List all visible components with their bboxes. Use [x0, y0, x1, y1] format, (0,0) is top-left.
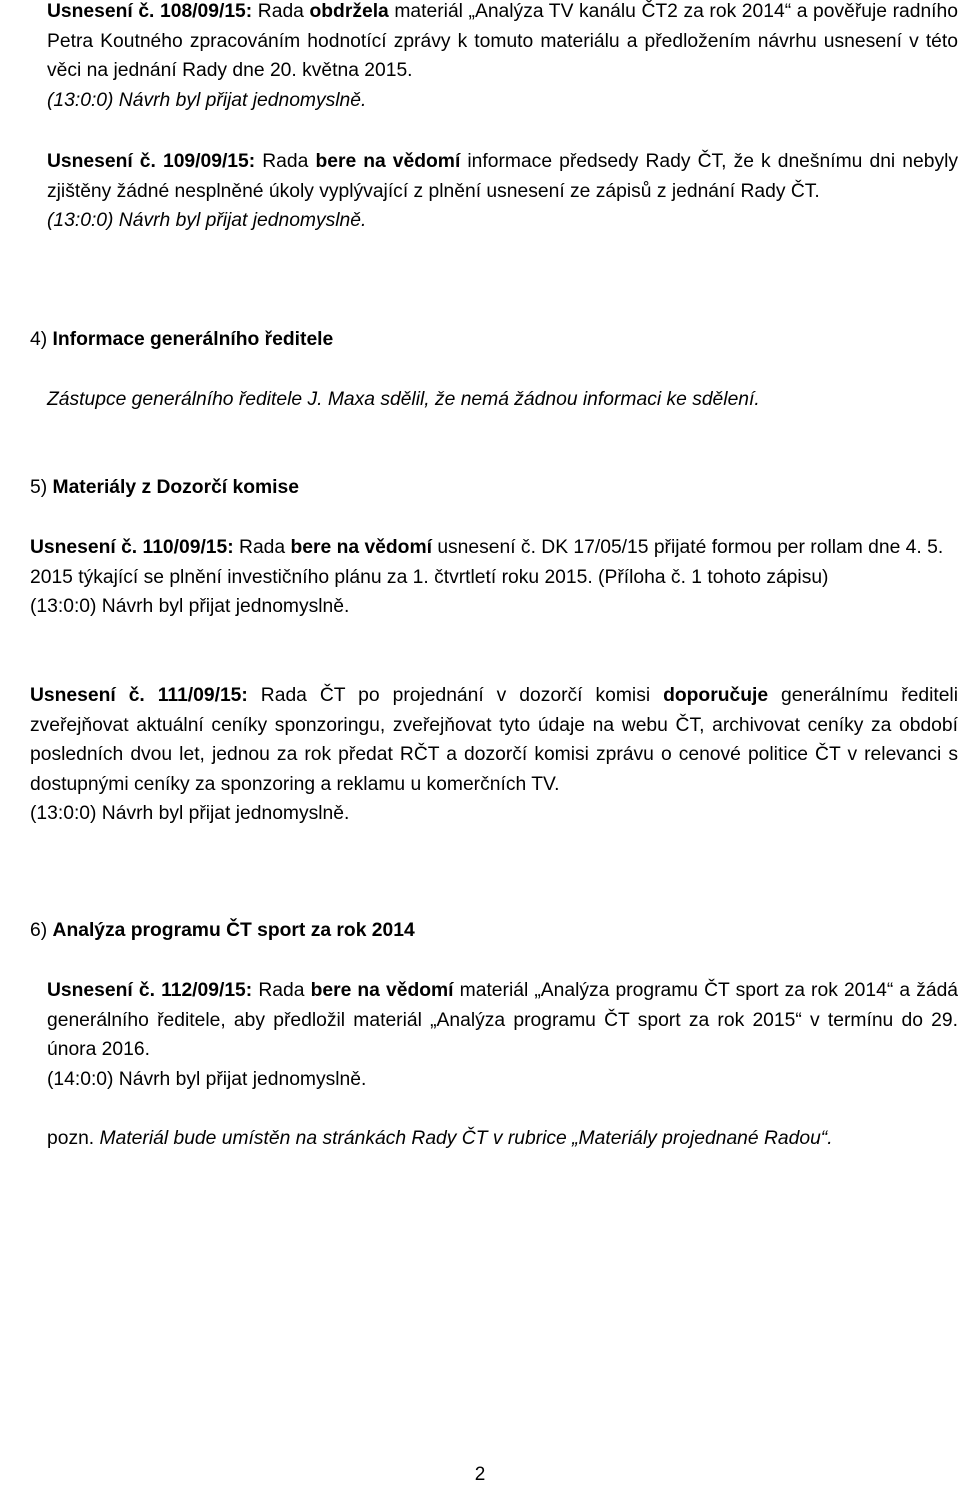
section-title: Materiály z Dozorčí komise — [52, 477, 299, 498]
section-number: 6) — [30, 920, 48, 941]
section-5-heading — [30, 473, 299, 503]
resolution-109 — [47, 147, 958, 236]
resolution-verb: doporučuje — [663, 685, 769, 706]
vote-result: (13:0:0) Návrh byl přijat jednomyslně. — [30, 803, 350, 824]
resolution-label: Usnesení č. — [47, 1, 155, 22]
vote-result: (13:0:0) Návrh byl přijat jednomyslně. — [47, 89, 367, 111]
resolution-111 — [30, 681, 958, 829]
resolution-verb: bere na vědomí — [315, 151, 461, 172]
resolution-label: Usnesení č. — [30, 537, 138, 558]
resolution-108 — [47, 0, 958, 115]
resolution-label: Usnesení č. — [30, 685, 145, 706]
note-text: Materiál bude umístěn na stránkách Rady ČT v rubrice „Materiály projednané Radou“. — [99, 1128, 833, 1149]
section-4-heading — [30, 325, 333, 355]
resolution-110-text: Usnesení č. 110/09/15: Rada bere na vědomí usnesení č. DK 17/05/15 přijaté formou per rollam dne 4. 5. 2015 týkající se plnění investičního plánu za 1. čtvrtletí roku 2015. (Příloha č. 1 tohoto zápisu) — [30, 537, 944, 588]
resolution-number: 110/09/15: — [142, 537, 234, 558]
note — [47, 1124, 958, 1154]
vote-result: (13:0:0) Návrh byl přijat jednomyslně. — [47, 210, 367, 231]
page-number: 2 — [474, 1464, 486, 1485]
resolution-number: 108/09/15: — [160, 1, 253, 22]
resolution-110 — [30, 533, 958, 622]
section-number: 5) — [30, 477, 48, 498]
section-4-text: Zástupce generálního ředitele J. Maxa sdělil, že nemá žádnou informaci ke sdělení. — [47, 389, 760, 410]
resolution-112 — [47, 976, 958, 1094]
resolution-number: 109/09/15: — [162, 151, 256, 172]
resolution-number: 111/09/15: — [157, 685, 248, 706]
resolution-number: 112/09/15: — [161, 980, 253, 1001]
resolution-verb: obdržela — [309, 1, 389, 22]
resolution-112-text: Usnesení č. 112/09/15: Rada bere na vědomí materiál „Analýza programu ČT sport za rok 2014“ a žádá generálního ředitele, aby předložil materiál „Analýza programu ČT sport za rok 2015“ v termínu do 29. února 2016. — [47, 980, 959, 1060]
resolution-label: Usnesení č. — [47, 980, 155, 1001]
section-title: Informace generálního ředitele — [52, 329, 334, 350]
resolution-108-text: Usnesení č. 108/09/15: Rada obdržela materiál „Analýza TV kanálu ČT2 za rok 2014“ a pověřuje radního Petra Koutného zpracováním hodnotící zprávy k tomuto materiálu a předložením návrhu usnesení v této věci na jednání Rady dne 20. května 2015. — [47, 1, 958, 81]
resolution-111-text: Usnesení č. 111/09/15: Rada ČT po projednání v dozorčí komisi doporučuje generálnímu řediteli zveřejňovat aktuální ceníky sponzoringu, zveřejňovat tyto údaje na webu ČT, archivovat ceníky za období posledních dvou let, jednou za rok předat RČT a dozorčí komisi zprávu o cenové politice ČT v relevanci s dostupnými ceníky za sponzoring a reklamu u komerčních TV. — [30, 685, 958, 795]
section-6-heading — [30, 916, 415, 946]
note-prefix: pozn. — [47, 1128, 95, 1149]
resolution-109-text: Usnesení č. 109/09/15: Rada bere na vědomí informace předsedy Rady ČT, že k dnešnímu dni nebyly zjištěny žádné nesplněné úkoly vyplývající z plnění usnesení ze zápisů z jednání Rady ČT. — [47, 151, 959, 202]
vote-result: (13:0:0) Návrh byl přijat jednomyslně. — [30, 596, 350, 617]
section-number: 4) — [30, 329, 48, 350]
resolution-verb: bere na vědomí — [290, 537, 432, 558]
resolution-verb: bere na vědomí — [310, 980, 454, 1001]
section-title: Analýza programu ČT sport za rok 2014 — [52, 920, 415, 941]
resolution-label: Usnesení č. — [47, 151, 156, 172]
vote-result: (14:0:0) Návrh byl přijat jednomyslně. — [47, 1068, 367, 1090]
